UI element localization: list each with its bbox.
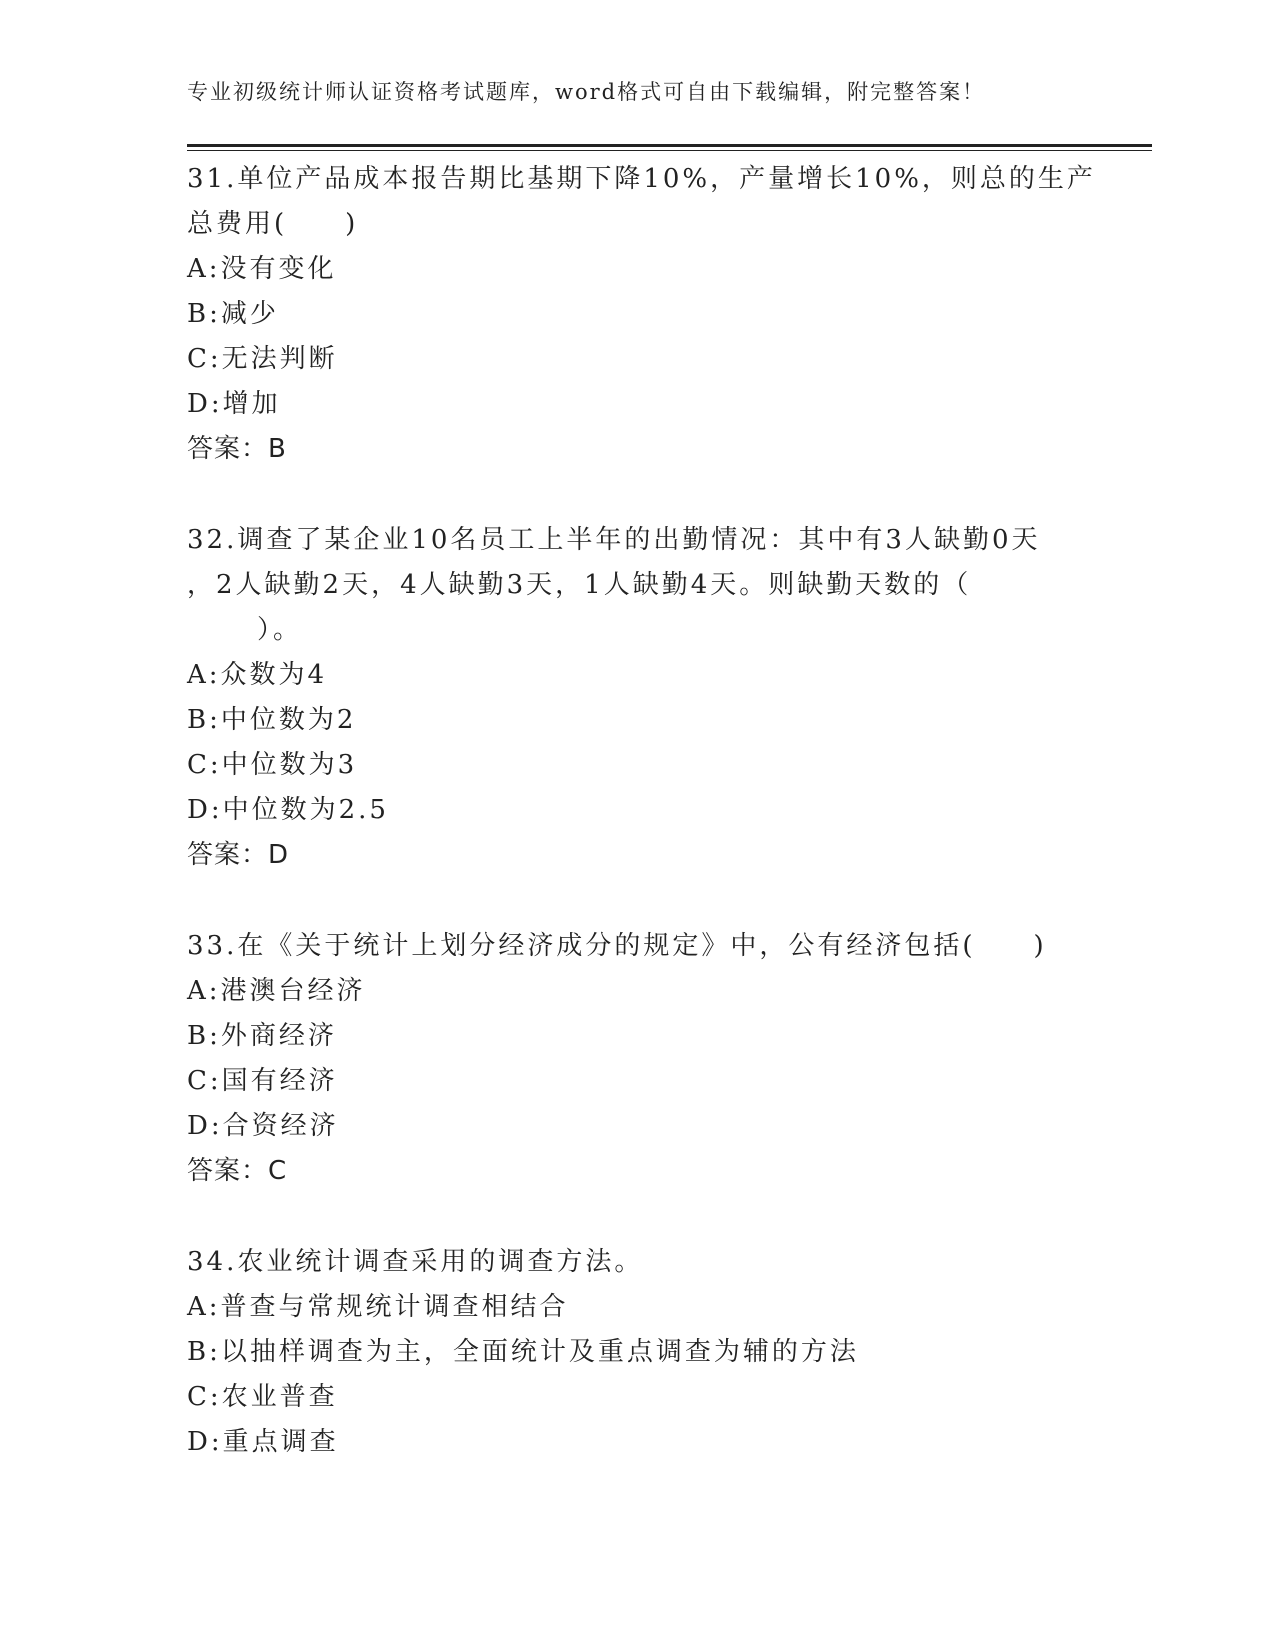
header-rule-thin [187,150,1152,151]
question-31 [187,157,1096,472]
option-d: D:中位数为2.5 [187,795,389,825]
option-b: B:外商经济 [187,1021,337,1051]
option-d: D:合资经济 [187,1111,339,1141]
page-header: 专业初级统计师认证资格考试题库，word格式可自由下载编辑，附完整答案！ [187,80,986,104]
header-rule-thick [187,144,1152,147]
option-a: A:港澳台经济 [187,976,366,1006]
question-stem-line: ，2人缺勤2天，4人缺勤3天，1人缺勤4天。则缺勤天数的（ [187,570,972,600]
option-c: C:农业普查 [187,1382,338,1412]
option-a: A:众数为4 [187,660,328,690]
option-d: D:重点调查 [187,1427,339,1457]
question-stem-line: 33.在《关于统计上划分经济成分的规定》中，公有经济包括( ) [187,931,1047,961]
option-c: C:国有经济 [187,1066,338,1096]
question-34 [187,1240,1087,1465]
option-a: A:普查与常规统计调查相结合 [187,1292,569,1322]
question-stem-line: 34.农业统计调查采用的调查方法。 [187,1247,644,1277]
answer-text: 答案：D [187,840,290,870]
question-stem-line: 31.单位产品成本报告期比基期下降10%，产量增长10%，则总的生产 [187,164,1096,194]
answer-text: 答案：C [187,1156,288,1186]
answer-text: 答案：B [187,434,287,464]
question-list [187,157,1096,1511]
option-c: C:无法判断 [187,344,338,374]
question-32 [187,518,1087,878]
question-stem-line: ）。 [257,615,303,645]
option-b: B:以抽样调查为主，全面统计及重点调查为辅的方法 [187,1337,859,1367]
option-b: B:减少 [187,299,279,329]
option-c: C:中位数为3 [187,750,358,780]
question-33 [187,924,1087,1194]
question-stem-line: 总费用( ) [187,209,359,239]
option-b: B:中位数为2 [187,705,357,735]
question-stem-line: 32.调查了某企业10名员工上半年的出勤情况：其中有3人缺勤0天 [187,525,1041,555]
option-a: A:没有变化 [187,254,337,284]
option-d: D:增加 [187,389,281,419]
